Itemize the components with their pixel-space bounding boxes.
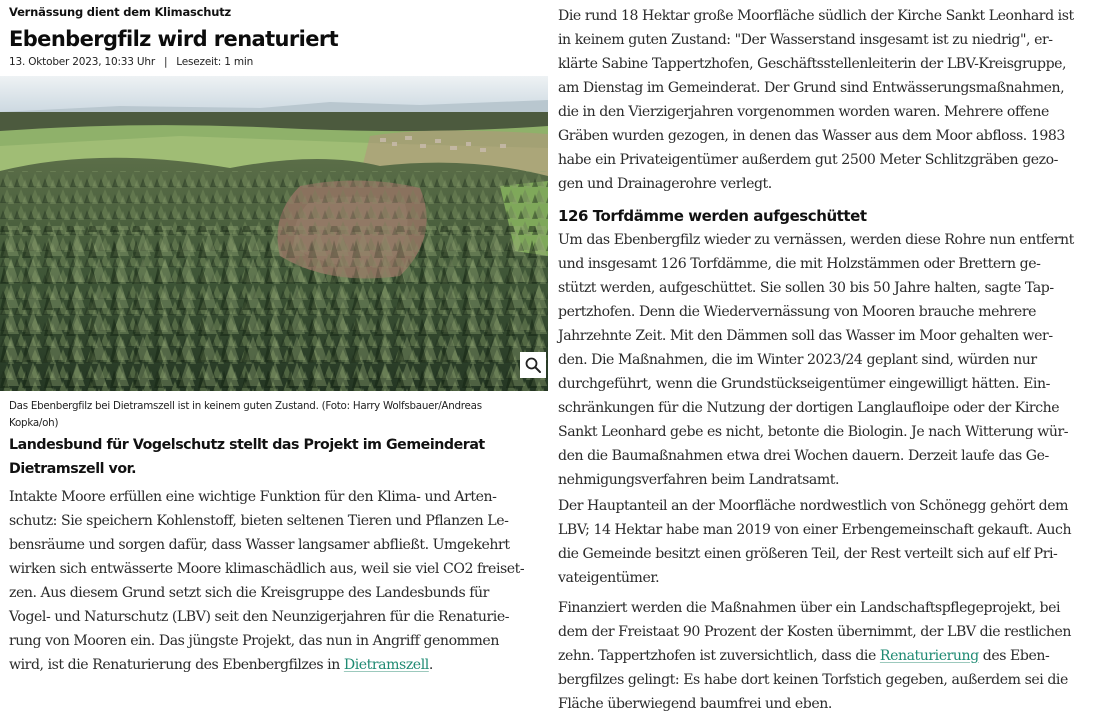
paragraph-3	[558, 494, 1098, 590]
text-line: die in den Vierzigerjahren vorgenommen worden waren. Mehrere offene	[558, 104, 1049, 120]
text-line: Gräben wurden gezogen, in denen das Wasser aus dem Moor abfloss. 1983	[558, 128, 1065, 144]
text-line: wirken sich entwässerte Moore klimaschädlich aus, weil sie viel CO2 freiset-	[9, 561, 525, 577]
text-line: die Gemeinde besitzt einen größeren Teil, der Rest verteilt sich auf elf Pri-	[558, 546, 1058, 562]
reading-time: Lesezeit: 1 min	[176, 56, 254, 68]
text-line: Vogel- und Naturschutz (LBV) seit den Neunzigerjahren für die Renaturie-	[9, 609, 510, 625]
article-kicker: Vernässung dient dem Klimaschutz	[9, 5, 232, 19]
article-left-column	[9, 0, 549, 673]
text-line: klärte Sabine Tappertzhofen, Geschäftsstellenleiterin der LBV-Kreisgruppe,	[558, 56, 1067, 72]
text-line: dem der Freistaat 90 Prozent der Kosten übernimmt, der LBV die restlichen	[558, 624, 1072, 640]
text-line: schutz: Sie speichern Kohlenstoff, bieten seltenen Tieren und Pflanzen Le-	[9, 513, 509, 529]
dietramszell-link[interactable]: Dietramszell	[343, 657, 429, 673]
text-line: Die rund 18 Hektar große Moorfläche südlich der Kirche Sankt Leonhard ist	[558, 8, 1074, 24]
text-line: in keinem guten Zustand: "Der Wasserstand insgesamt ist zu niedrig", er-	[558, 32, 1053, 48]
publish-date: 13. Oktober 2023, 10:33 Uhr	[9, 56, 155, 68]
text-line	[558, 644, 1098, 668]
caption-line: Kopka/oh)	[9, 417, 59, 429]
text-line: schränkungen für die Nutzung der dortigen Langlaufloipe oder der Kirche	[558, 400, 1060, 416]
forest-aerial-photo	[0, 76, 548, 391]
text-line: Finanziert werden die Maßnahmen über ein Landschaftspflegeprojekt, bei	[558, 600, 1061, 616]
text-line: stützt werden, aufgeschüttet. Sie sollen 30 bis 50 Jahre halten, sagte Tap-	[558, 280, 1054, 296]
text-line: Jahrzehnte Zeit. Mit den Dämmen soll das Wasser im Moor gehalten wer-	[558, 328, 1053, 344]
text-line: Fläche überwiegend baumfrei und eben.	[558, 696, 832, 712]
paragraph-4	[558, 596, 1098, 716]
text-line: am Dienstag im Gemeinderat. Der Grund sind Entwässerungsmaßnahmen,	[558, 80, 1065, 96]
text-line: bergfilzes gelingt: Es habe dort keinen Torfstich gegeben, außerdem sei die	[558, 672, 1068, 688]
paragraph-1	[558, 4, 1098, 196]
text-line: Sankt Leonhard gebe es nicht, betonte die Biologin. Je nach Witterung wür-	[558, 424, 1069, 440]
text-line: vateigentümer.	[558, 570, 660, 586]
text-line: LBV; 14 Hektar habe man 2019 von einer Erbengemeinschaft gekauft. Auch	[558, 522, 1072, 538]
text-line: durchgeführt, wenn die Grundstückseigentümer eingewilligt hätten. Ein-	[558, 376, 1050, 392]
lead-line: Landesbund für Vogelschutz stellt das Projekt im Gemeinderat	[9, 437, 485, 453]
text-line: nehmigungsverfahren beim Landratsamt.	[558, 472, 840, 488]
magnifier-icon	[524, 356, 542, 374]
text-line: pertzhofen. Denn die Wiedervernässung von Mooren brauche mehrere	[558, 304, 1037, 320]
meta-separator: |	[163, 56, 168, 68]
image-zoom-button[interactable]	[520, 352, 546, 378]
section-heading: 126 Torfdämme werden aufgeschüttet	[558, 207, 867, 225]
text-segment: des Eben-	[978, 648, 1050, 664]
image-caption	[9, 398, 539, 432]
lead-line: Dietramszell vor.	[9, 461, 137, 477]
intro-paragraph	[9, 485, 549, 677]
caption-line: Das Ebenbergfilz bei Dietramszell ist in keinem guten Zustand. (Foto: Harry Wolfsbauer/Andreas	[9, 400, 482, 412]
article-meta	[9, 55, 549, 70]
article-title: Ebenbergfilz wird renaturiert	[9, 27, 339, 51]
text-line: gen und Drainagerohre verlegt.	[558, 176, 772, 192]
text-segment: zehn. Tappertzhofen ist zuversichtlich, dass die	[558, 648, 880, 664]
renaturierung-link[interactable]: Renaturierung	[879, 648, 979, 664]
text-segment: .	[428, 657, 433, 673]
text-line: Um das Ebenbergfilz wieder zu vernässen, werden diese Rohre nun entfernt	[558, 232, 1074, 248]
article-image[interactable]	[0, 76, 548, 391]
article-lead	[9, 433, 549, 481]
text-line: den. Die Maßnahmen, die im Winter 2023/24 geplant sind, würden nur	[558, 352, 1037, 368]
text-line: und insgesamt 126 Torfdämme, die mit Holzstämmen oder Brettern ge-	[558, 256, 1041, 272]
text-line: habe ein Privateigentümer außerdem gut 2500 Meter Schlitzgräben gezo-	[558, 152, 1058, 168]
text-line	[9, 653, 549, 677]
text-line: rung von Mooren ein. Das jüngste Projekt, das nun in Angriff genommen	[9, 633, 499, 649]
text-line: zen. Aus diesem Grund setzt sich die Kreisgruppe des Landesbunds für	[9, 585, 489, 601]
text-line: Intakte Moore erfüllen eine wichtige Funktion für den Klima- und Arten-	[9, 489, 497, 505]
text-segment: wird, ist die Renaturierung des Ebenbergfilzes in	[9, 657, 344, 673]
article-right-column	[558, 4, 1098, 716]
text-line: den die Baumaßnahmen etwa drei Wochen dauern. Derzeit laufe das Ge-	[558, 448, 1049, 464]
paragraph-2	[558, 228, 1098, 492]
text-line: bensräume und sorgen dafür, dass Wasser langsamer abfließt. Umgekehrt	[9, 537, 510, 553]
text-line: Der Hauptanteil an der Moorfläche nordwestlich von Schönegg gehört dem	[558, 498, 1069, 514]
